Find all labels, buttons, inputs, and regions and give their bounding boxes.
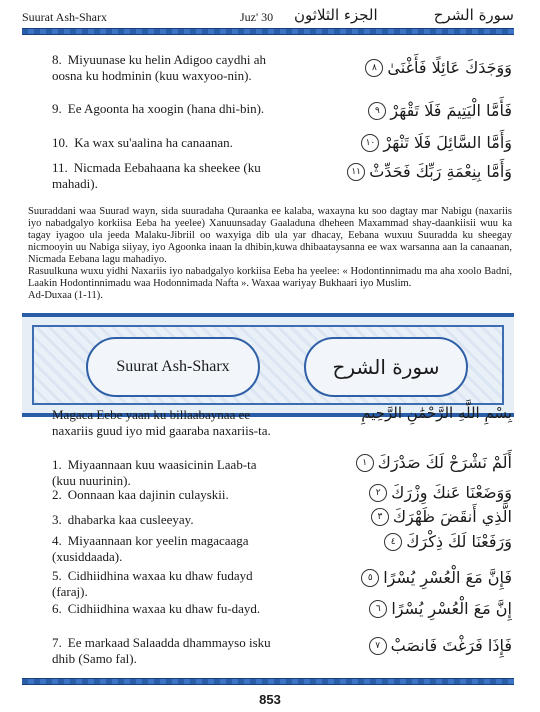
ayah-marker-icon: ٦ bbox=[369, 600, 387, 618]
verse-2: 2. Oonnaan kaa dajinin culayskii. bbox=[52, 487, 229, 502]
verse-9: 9. Ee Agoonta ha xoogin (hana dhi-bin). bbox=[52, 101, 265, 116]
arabic-verse-1: أَلَمْ نَشْرَحْ لَكَ صَدْرَكَ ١ bbox=[356, 453, 512, 472]
arabic-verse-5: فَإِنَّ مَعَ الْعُسْرِ يُسْرًا ٥ bbox=[361, 568, 512, 587]
header-juz-arabic: الجزء الثلاثون bbox=[294, 6, 378, 24]
ayah-marker-icon: ٨ bbox=[365, 59, 383, 77]
verse-7: 7. Ee markaad Salaadda dhammayso isku dhib (Samo fal). bbox=[52, 635, 271, 666]
verse-11: 11. Nicmada Eebahaana ka sheekee (ku mahadi). bbox=[52, 160, 261, 191]
commentary-paragraph-2: Rasuulkuna wuxu yidhi Naxariis iyo nabadgalyo korkiisa Eeba ha yeelee: « Hodontinnimadu ma aha xoolo Badni, Laakin Hodontinnimadu waa Hodonnimada Nafta ». Waxaa wariyay Bukhaari iyo Muslim. bbox=[28, 266, 512, 289]
arabic-verse-8: وَوَجَدَكَ عَائِلًا فَأَغْنَىٰ ٨ bbox=[365, 58, 512, 77]
basmala-translation: Magaca Eebe yaan ku billaabaynaa ee naxariis guud iyo mid gaaraba naxariis-ta. bbox=[52, 407, 271, 438]
ayah-marker-icon: ٩ bbox=[368, 102, 386, 120]
arabic-verse-6: إِنَّ مَعَ الْعُسْرِ يُسْرًا ٦ bbox=[369, 599, 512, 618]
verse-8: 8. Miyuunase ku helin Adigoo caydhi ah oosna ku hodminin (kuu waxyoo-nin). bbox=[52, 52, 266, 83]
arabic-verse-4: وَرَفَعْنَا لَكَ ذِكْرَكَ ٤ bbox=[384, 532, 512, 551]
verse-1: 1. Miyaannaan kuu waasicinin Laab-ta (kuu nuurinin). bbox=[52, 457, 257, 488]
commentary-note bbox=[28, 206, 512, 302]
header-surah-name: Suurat Ash-Sharx bbox=[22, 10, 107, 24]
page-number: 853 bbox=[259, 692, 281, 707]
verse-3: 3. dhabarka kaa cusleeyay. bbox=[52, 512, 194, 527]
page-header bbox=[22, 4, 514, 26]
ayah-marker-icon: ١٠ bbox=[361, 134, 379, 152]
arabic-verse-3: الَّذِي أَنقَضَ ظَهْرَكَ ٣ bbox=[371, 507, 512, 526]
banner-title-arabic: سورة الشرح bbox=[304, 337, 468, 397]
banner-title-latin: Suurat Ash-Sharx bbox=[86, 337, 260, 397]
arabic-verse-10: وَأَمَّا السَّائِلَ فَلَا تَنْهَرْ ١٠ bbox=[361, 133, 512, 152]
arabic-verse-2: وَوَضَعْنَا عَنكَ وِزْرَكَ ٢ bbox=[369, 483, 512, 502]
verse-10: 10. Ka wax su'aalina ha canaanan. bbox=[52, 135, 233, 150]
ayah-marker-icon: ٣ bbox=[371, 508, 389, 526]
ayah-marker-icon: ٥ bbox=[361, 569, 379, 587]
ayah-marker-icon: ١١ bbox=[347, 163, 365, 181]
footer-divider bbox=[22, 678, 514, 685]
commentary-reference: Ad-Duxaa (1-11). bbox=[28, 290, 103, 301]
ayah-marker-icon: ٢ bbox=[369, 484, 387, 502]
header-surah-arabic: سورة الشرح bbox=[433, 6, 514, 24]
basmala-arabic: بِسْمِ اللَّهِ الرَّحْمَٰنِ الرَّحِيمِ bbox=[361, 404, 512, 422]
ayah-marker-icon: ١ bbox=[356, 454, 374, 472]
banner-ornament bbox=[32, 325, 504, 405]
surah-banner bbox=[22, 313, 514, 417]
commentary-paragraph-1: Suuraddani waa Suurad wayn, sida suuradaha Quraanka ee kalaba, waxayna ku soo dagtay mar Nabigu (naxariis iyo nabadgalyo korkiisa Eeba ha yeelee) Xanuunsaday Gaaladuna dheheen Maxammad shay-daankiisii wuu ka tagay iyagoo ula jeeda Malaku-Jibriil oo waxyiga dib ula yar dhacay, Eebana wuxuu Suuradda ku sheegay nicmooyin uu Nabiga siiyay, iyo Agoonka inaan la dhibin,kuwa dhibaataysanna ee wax warsanna aan la canaanan, Nicmada Eebana lagu mahadiyo. bbox=[28, 206, 512, 265]
ayah-marker-icon: ٧ bbox=[369, 637, 387, 655]
arabic-verse-7: فَإِذَا فَرَغْتَ فَانصَبْ ٧ bbox=[369, 636, 512, 655]
arabic-verse-11: وَأَمَّا بِنِعْمَةِ رَبِّكَ فَحَدِّثْ ١١ bbox=[347, 162, 512, 181]
verse-5: 5. Cidhiidhina waxaa ku dhaw fudayd (faraj). bbox=[52, 568, 253, 599]
verse-4: 4. Miyaannaan kor yeelin magacaaga (xusiddaada). bbox=[52, 533, 249, 564]
verse-6: 6. Cidhiidhina waxaa ku dhaw fu-dayd. bbox=[52, 601, 261, 616]
header-juz-label: Juz' 30 bbox=[240, 10, 274, 24]
arabic-verse-9: فَأَمَّا الْيَتِيمَ فَلَا تَقْهَرْ ٩ bbox=[368, 101, 512, 120]
ayah-marker-icon: ٤ bbox=[384, 533, 402, 551]
header-divider bbox=[22, 28, 514, 35]
